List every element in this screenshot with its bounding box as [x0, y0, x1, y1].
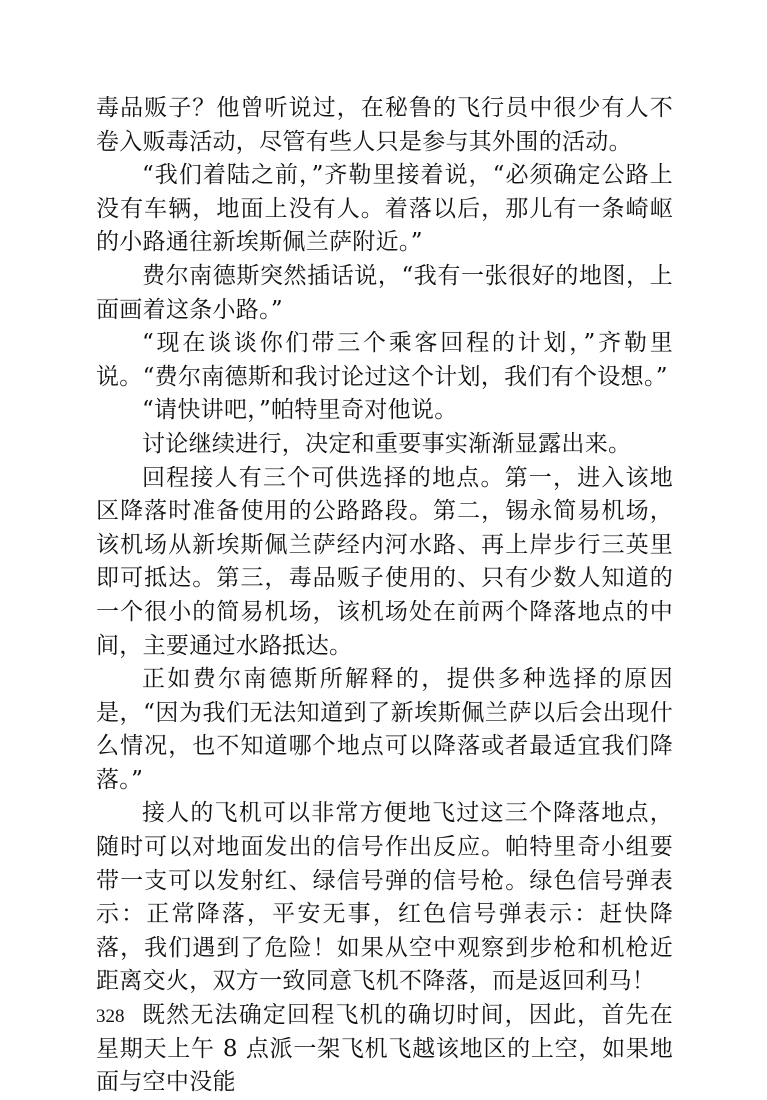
paragraph-4: “现在谈谈你们带三个乘客回程的计划，”齐勒里说。“费尔南德斯和我讨论过这个计划，我们有个设想。” — [96, 330, 673, 390]
paragraph-5: “请快讲吧，”帕特里奇对他说。 — [142, 397, 458, 424]
page-number: 328 — [96, 1006, 125, 1027]
paragraph-9: 接人的飞机可以非常方便地飞过这三个降落地点，随时可以对地面发出的信号作出反应。帕特里奇小组要带一支可以发射红、绿信号弹的信号枪。绿色信号弹表示：正常降落，平安无事，红色信号弹表示：赶快降落，我们遇到了危险！如果从空中观察到步枪和机枪近距离交火，双方一致同意飞机不降落，而是返回利马！ — [96, 800, 673, 995]
paragraph-2: “我们着陆之前，”齐勒里接着说，“必须确定公路上没有车辆，地面上没有人。着落以后，那儿有一条崎岖的小路通往新埃斯佩兰萨附近。” — [96, 162, 673, 256]
paragraph-6: 讨论继续进行，决定和重要事实渐渐显露出来。 — [142, 430, 632, 457]
paragraph-7: 回程接人有三个可供选择的地点。第一，进入该地区降落时准备使用的公路路段。第二，锡永简易机场，该机场从新埃斯佩兰萨经内河水路、再上岸步行三英里即可抵达。第三，毒品贩子使用的、只有少数人知道的一个很小的简易机场，该机场处在前两个降落地点的中间，主要通过水路抵达。 — [96, 464, 673, 659]
paragraph-8: 正如费尔南德斯所解释的，提供多种选择的原因是，“因为我们无法知道到了新埃斯佩兰萨以后会出现什么情况，也不知道哪个地点可以降落或者最适宜我们降落。” — [96, 666, 673, 793]
page-body — [96, 92, 673, 1100]
paragraph-10: 既然无法确定回程飞机的确切时间，因此，首先在星期天上午 8 点派一架飞机飞越该地区的上空，如果地面与空中没能 — [96, 1002, 673, 1096]
paragraph-1: 毒品贩子？他曾听说过，在秘鲁的飞行员中很少有人不卷入贩毒活动，尽管有些人只是参与其外围的活动。 — [96, 95, 673, 155]
paragraph-3: 费尔南德斯突然插话说，“我有一张很好的地图，上面画着这条小路。” — [96, 262, 673, 323]
